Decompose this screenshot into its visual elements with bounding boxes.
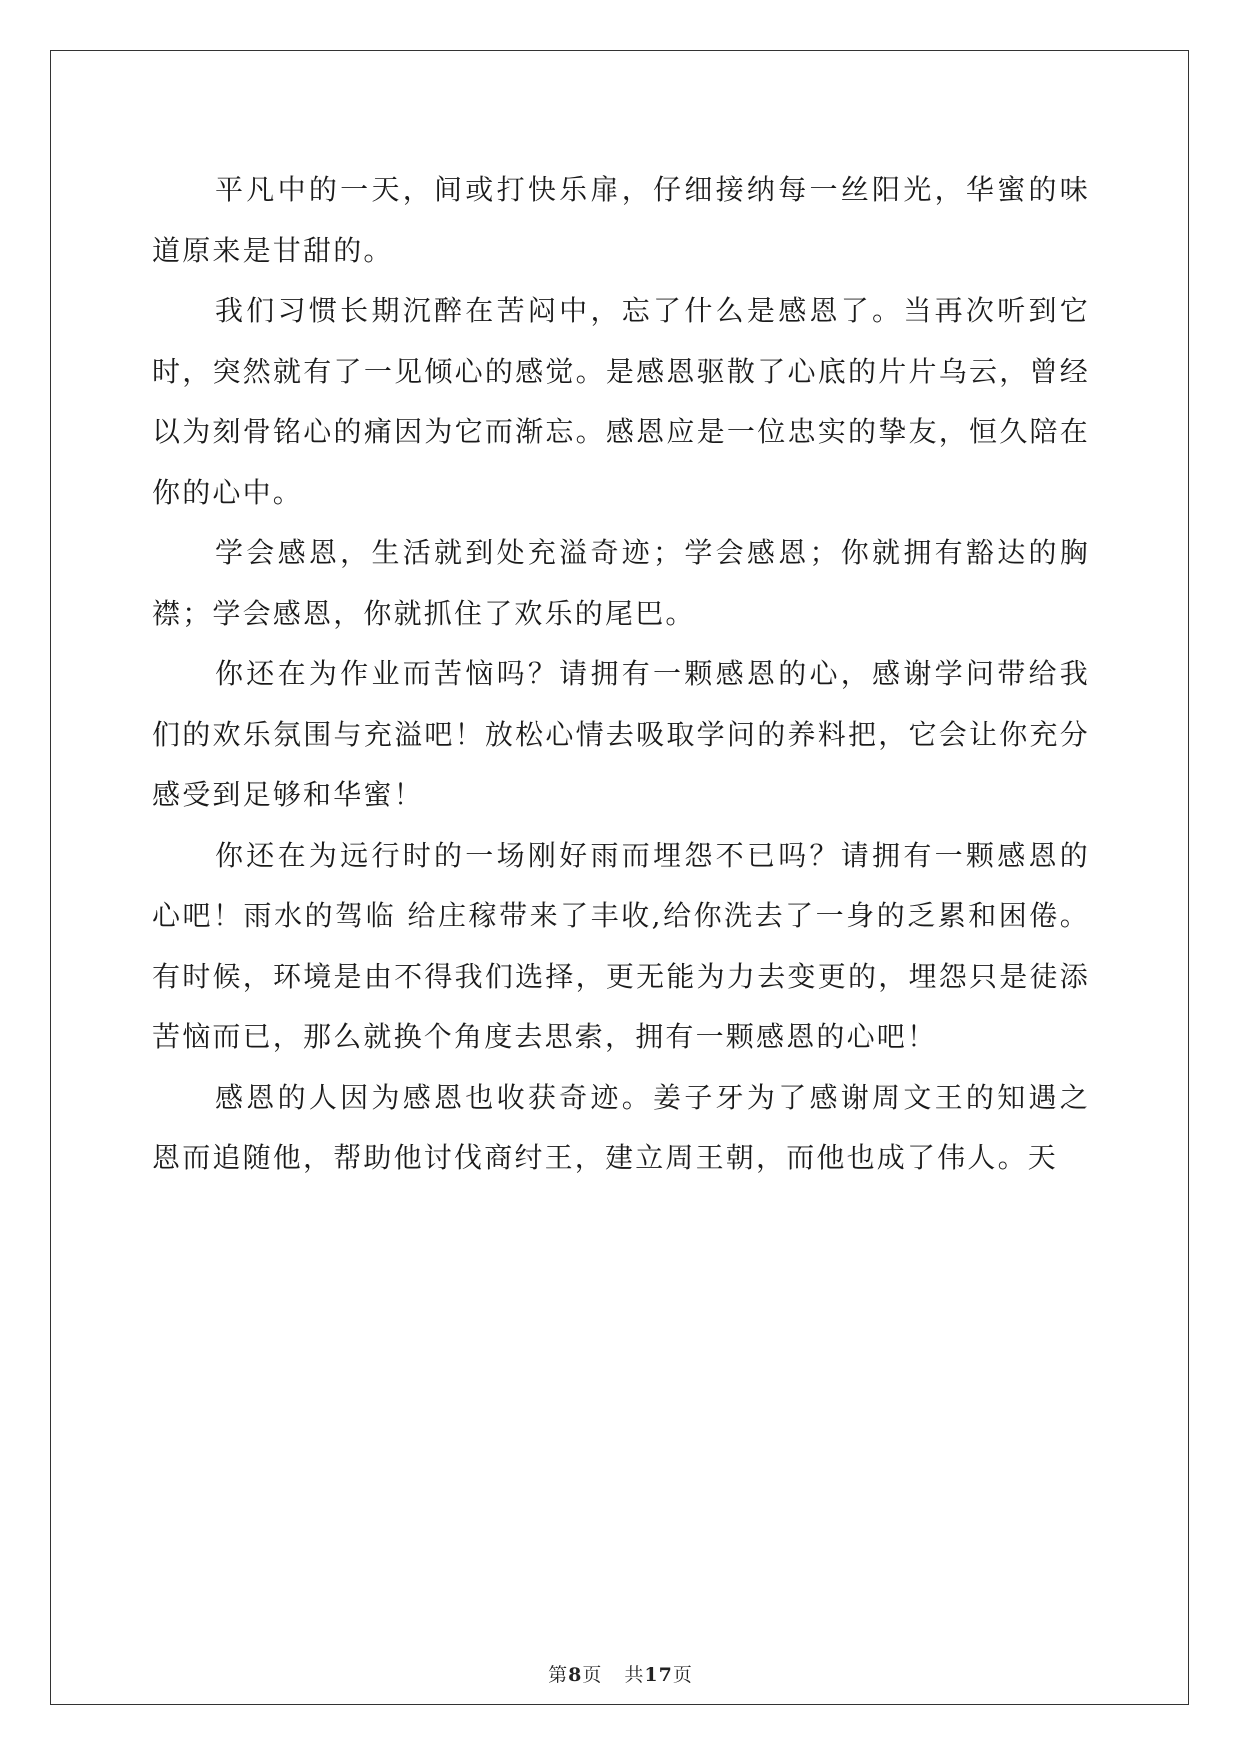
page-total: 17 (644, 1664, 673, 1686)
paragraph-1: 平凡中的一天，间或打快乐扉，仔细接纳每一丝阳光，华蜜的味道原来是甘甜的。 (152, 173, 1090, 267)
paragraph-2: 我们习惯长期沉醉在苦闷中，忘了什么是感恩了。当再次听到它时，突然就有了一见倾心的感觉。是感恩驱散了心底的片片乌云，曾经以为刻骨铭心的痛因为它而渐忘。感恩应是一位忠实的挚友，恒久陪在你的心中。 (152, 294, 1090, 509)
total-suffix: 页 (672, 1664, 693, 1686)
paragraph-3: 学会感恩，生活就到处充溢奇迹；学会感恩；你就拥有豁达的胸襟；学会感恩，你就抓住了欢乐的尾巴。 (152, 536, 1090, 630)
paragraph-4: 你还在为作业而苦恼吗？请拥有一颗感恩的心，感谢学问带给我们的欢乐氛围与充溢吧！放松心情去吸取学问的养料把，它会让你充分感受到足够和华蜜！ (152, 657, 1090, 811)
document-body (152, 160, 1090, 1189)
page-suffix: 页 (582, 1664, 603, 1686)
total-prefix: 共 (624, 1664, 645, 1686)
paragraph-5: 你还在为远行时的一场刚好雨而埋怨不已吗？请拥有一颗感恩的心吧！雨水的驾临 给庄稼带来了丰收,给你洗去了一身的乏累和困倦。有时候，环境是由不得我们选择，更无能为力去变更的，埋怨只是徒添苦恼而已，那么就换个角度去思索，拥有一颗感恩的心吧！ (152, 838, 1090, 1053)
paragraph-6: 感恩的人因为感恩也收获奇迹。姜子牙为了感谢周文王的知遇之恩而追随他，帮助他讨伐商纣王，建立周王朝，而他也成了伟人。天 (152, 1080, 1090, 1174)
page-prefix: 第 (548, 1664, 569, 1686)
page-current: 8 (568, 1664, 583, 1686)
page-footer (0, 1660, 1241, 1687)
